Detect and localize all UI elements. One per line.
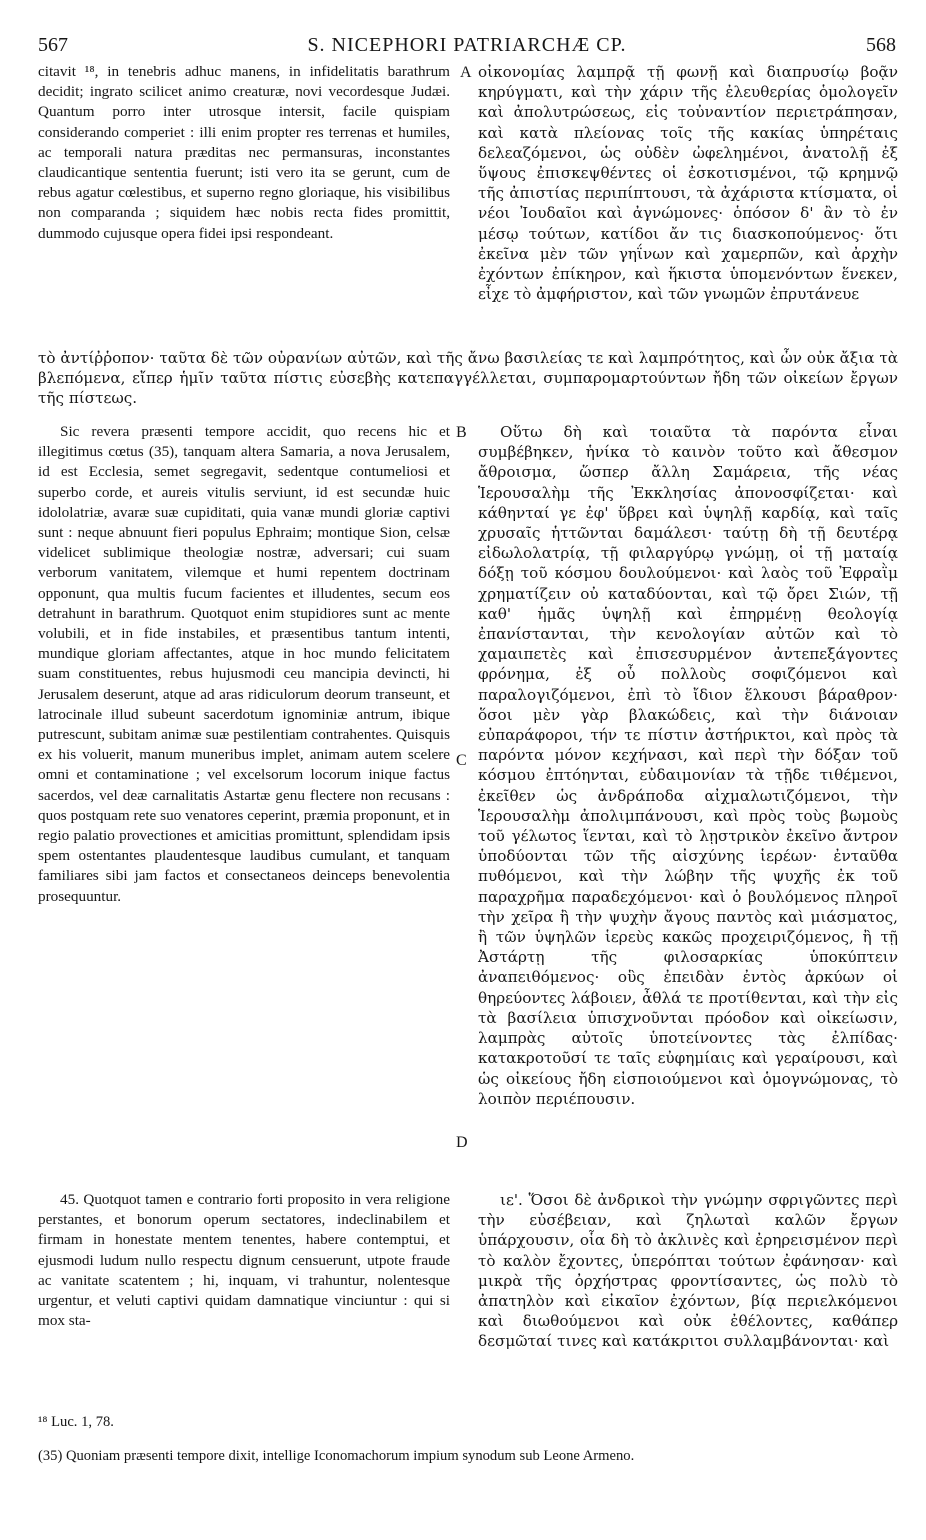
latin-paragraph: Sic revera præsenti tempore accidit, quo recens hic et illegitimus cœtus (35), tanquam altera Samaria, a nova Jerusalem, id est Ecclesia, semet segregavit, sedentque contumeliosi et superbo corde, et aureis vitulis serviunt, id est secundæ huic idololatriæ, avaræ suæ cupiditati, quia vanæ mundi gloriæ captivi sunt : neque abnuunt fieri populus Ephraim; montique Sion, celsæ videlicet sublimique theologiæ nostræ, adversari; cui suam verborum vanitatem, vilemque et humi repentem doctrinam opponunt, qua multis fucum facientes et illudentes, secum eos detrahunt in barathrum. Quotquot enim stupidiores sunt ac mente volubili, et in fide instabiles, et præsentibus tantum intenti, mundique gloriam affectantes, atque in hoc mundo felicitatem suam constituentes, rebus hujusmodi ceu mancipia devincti, hi Jerusalem deserunt, atque ad aras ridiculorum deorum transeunt, et latrocinale illud subeunt sacerdotum ignominiæ antrum, ibique putrescunt, subitam animæ suæ pestilentiam contrahentes. Quisquis ex his voluerit, manum muneribus implet, animam autem scelere omni et contaminatione ; vel excelsorum locorum inique factus sacerdos, vel deæ carnalitatis Astartæ genu flectere non recusans : quos postquam rete suo venatores ceperint, præmia proponunt, et in regio palatio provectiones et amicitias promittunt, splendidam ipsis spem ostentantes plaudentesque laudibus cumulant, et tanquam familiares sibi jam factos et consectaneos deinceps benevolentia prosequuntur. [38,423,450,905]
page-header [38,26,896,56]
greek-paragraph-full: τὸ ἀντίῤῥοπον· ταῦτα δὲ τῶν οὐρανίων αὐτῶν, καὶ τῆς ἄνω βασιλείας τε καὶ λαμπρότητος, καὶ ὧν οὐκ ἄξια τὰ βλεπόμενα, εἴπερ ἡμῖν ταῦτα πίστις εὐσεβὴς κατεπαγγέλλεται, συμπαρομαρτούντων ἤδη τῶν οἰκείων ἔργων τῆς πίστεως. [38,349,898,408]
margin-marker-c: C [456,752,467,769]
right-page-number: 568 [866,34,896,56]
footnote-scripture: ¹⁸ Luc. 1, 78. [38,1414,114,1430]
latin-paragraph: citavit ¹⁸, in tenebris adhuc manens, in infidelitatis barathrum decidit; ingrato scilicet animo creaturæ, novi vecordesque Judæi. Quantum porro inter utrosque intersit, facile quispiam considerando comperiet : illi enim propter res terrenas et humiles, ac temporali natura præditas nec permansuras, inconstantes claudicantique sententia fuerunt; isti vero ita se gerunt, cum de rebus agatur cœlestibus, et superno regno gloriaque, his visibilibus non comparanda ; siquidem hæc nobis recta fides promittit, dummodo cujusque opera fidei ipsi respondeant. [38,63,450,242]
greek-column-section-2 [478,422,898,1109]
latin-column-section-1 [38,62,450,244]
footnotes [38,1412,898,1466]
left-page-number: 567 [38,34,68,56]
latin-paragraph: 45. Quotquot tamen e contrario forti proposito in vera religione perstantes, et bonorum operum sectatores, indeclinabilem et firmam in honestate mentem tenentes, habere contemptui, et ejusmodi ludum nullo respectu dignum censuerunt, utpote fraude ac vanitate scatentem ; hi, inquam, vi trahuntur, nolentesque urgentur, et veluti captivi quidam damnatique vinciuntur : qui si mox sta- [38,1191,450,1330]
latin-column-section-2 [38,422,450,907]
greek-paragraph: Οὕτω δὴ καὶ τοιαῦτα τὰ παρόντα εἶναι συμβέβηκεν, ἡνίκα τὸ καινὸν τοῦτο καὶ ἄθεσμον ἄθροισμα, ὥσπερ ἄλλη Σαμάρεια, τῆς νέας Ἱερουσαλὴμ τῆς Ἐκκλησίας ἀπονοσφίζεται· καὶ κάθηνταί γε ἐφ' ὕβρει καὶ ὑψηλῇ καρδίᾳ, καὶ ταῖς χρυσαῖς ἡττῶνται δαμάλεσι· ταύτῃ δὴ τῇ δευτέρᾳ εἰδωλολατρίᾳ, τῇ φιλαργύρῳ γνώμῃ, οἱ τῇ ματαίᾳ δόξῃ τοῦ κόσμου δουλούμενοι· καὶ λαὸς τοῦ Ἐφραῒμ χρηματίζειν οὐ καταδύονται, καὶ τῷ ὄρει Σιών, τῇ καθ' ἡμᾶς ὑψηλῇ καὶ ἐπηρμένῃ θεολογίᾳ ἐπανίστανται, τὴν κενολογίαν αὐτῶν καὶ τὸ χαμαιπετὲς καὶ ἐπισεσυρμένον ἀντεπεξάγοντες φρόνημα, ἐξ οὗ πολλοὺς σοφιζόμενοι καὶ παραλογιζόμενοι, ἐπὶ τὸ ἴδιον ἕλκουσι βάραθρον· ὅσοι μὲν γὰρ βλακώδεις, καὶ τὴν διάνοιαν εὐπαράφοροι, τήν τε πίστιν ἀστήρικτοι, καὶ πρὸς τὰ παρόντα μόνον κεχήνασι, καὶ περὶ τὴν δόξαν τοῦ κόσμου ἐπτόηνται, εὐδαιμονίαν τὰ τῇδε τιθέμενοι, ἐκεῖθεν ὡς ἀνδράποδα αἰχμαλωτιζόμενοι, τὴν Ἱερουσαλὴμ ἀπολιμπάνουσι, καὶ πρὸς τοὺς βωμοὺς τοῦ γέλωτος ἵενται, καὶ τὸ λῃστρικὸν ἐκεῖνο ἄντρον ὑποδύονται τῶν τῆς αἰσχύνης ἱερέων· ἐνταῦθα πυθόμενοι, καὶ τὴν λώβην τῆς ψυχῆς ἐκ τοῦ παραχρῆμα παραδεχόμενοι· καὶ ὁ βουλόμενος πληροῖ τὴν χεῖρα ἢ τὴν ψυχὴν ἄγους παντὸς καὶ μιάσματος, ἢ τῶν ὑψηλῶν ἱερεὺς κακῶς προχειριζόμενος, ἢ τῇ Ἀστάρτῃ τῆς φιλοσαρκίας ὑποκύπτειν ἀναπειθόμενος· οὓς ἐπειδὰν ἐντὸς ἀρκύων οἱ θηρεύοντες λάβοιεν, ἆθλά τε προτίθενται, καὶ τὴν εἰς τὰ βασίλεια ὑπισχνοῦνται πρόοδον καὶ οἰκείωσιν, λαμπρὰς αὐτοῖς ὑποτείνοντες τὰς ἐλπίδας· κατακροτοῦσί τε ταῖς εὐφημίαις καὶ γεραίρουσι, καὶ ὡς οἰκείους ἤδη εἰσποιούμενοι καὶ ὁμογνώμονας, τὸ λοιπὸν περιέπουσιν. [478,423,898,1108]
greek-paragraph: ιε'. Ὅσοι δὲ ἀνδρικοὶ τὴν γνώμην σφριγῶντες περὶ τὴν εὐσέβειαν, καὶ ζηλωταὶ καλῶν ἔργων ὑπάρχουσιν, οἷα δὴ τὸ ἀκλινὲς καὶ ἐρηρεισμένον περὶ τὸ καλὸν ἔχοντες, ὑπερόπται τούτων ἐφάνησαν· καὶ μικρὰ τῆς ὀρχήστρας φροντίσαντες, ὡς πολὺ τὸ ἀπατηλὸν καὶ εἰκαῖον ἐχόντων, βίᾳ περιελκόμενοι καὶ διωθούμενοι καὶ οὐκ ἐθέλοντες, καθάπερ δεσμῶταί τινες καὶ κατάκριτοι συλλαμβάνονται· καὶ [478,1191,898,1351]
margin-marker-b: B [456,424,467,441]
greek-column-section-1 [478,62,898,304]
running-title: S. NICEPHORI PATRIARCHÆ CP. [307,34,627,56]
greek-paragraph: οἰκονομίας λαμπρᾷ τῇ φωνῇ καὶ διαπρυσίῳ βοᾷν κηρύγματι, καὶ τὴν χάριν τῆς ἐλευθερίας ὁμολογεῖν καὶ ἀπολυτρώσεως, εἰς τοὐναντίον περιετράπησαν, καὶ κατὰ πλείονας τοῖς τῆς κακίας ὑπηρέταις δελεαζόμενοι, ὡς οὐδὲν ὠφελημένοι, ἀνατολῇ ἐξ ὕψους ἐπισκεψθέντες οἱ ἐσκοτισμένοι, τῷ κρημνῷ τῆς ἀπιστίας περιπίπτουσι, τὰ ἀχάριστα κτίσματα, οἱ νέοι Ἰουδαῖοι καὶ ἀγνώμονες· ὁπόσον δ' ἂν τὸ ἐν μέσῳ τούτων, κατίδοι ἄν τις διασκοπούμενος· ὅτι ἐκεῖνα μὲν τῶν γηΐνων καὶ χαμερπῶν, καὶ ἀρχὴν ἐχόντων ἐπίκηρον, καὶ ἥκιστα ὑπομενόντων ἕνεκεν, εἶχε τὸ ἀμφήριστον, καὶ τῶν γνωμῶν ἐπρυτάνευε [478,63,898,304]
greek-column-section-3 [478,1190,898,1352]
margin-marker-d: D [456,1134,468,1151]
margin-marker-a: A [460,64,472,81]
footnote-editorial: (35) Quoniam præsenti tempore dixit, intellige Iconomachorum impium synodum sub Leone Armeno. [38,1448,635,1464]
greek-full-width-line [38,348,898,409]
latin-column-section-3 [38,1190,450,1331]
